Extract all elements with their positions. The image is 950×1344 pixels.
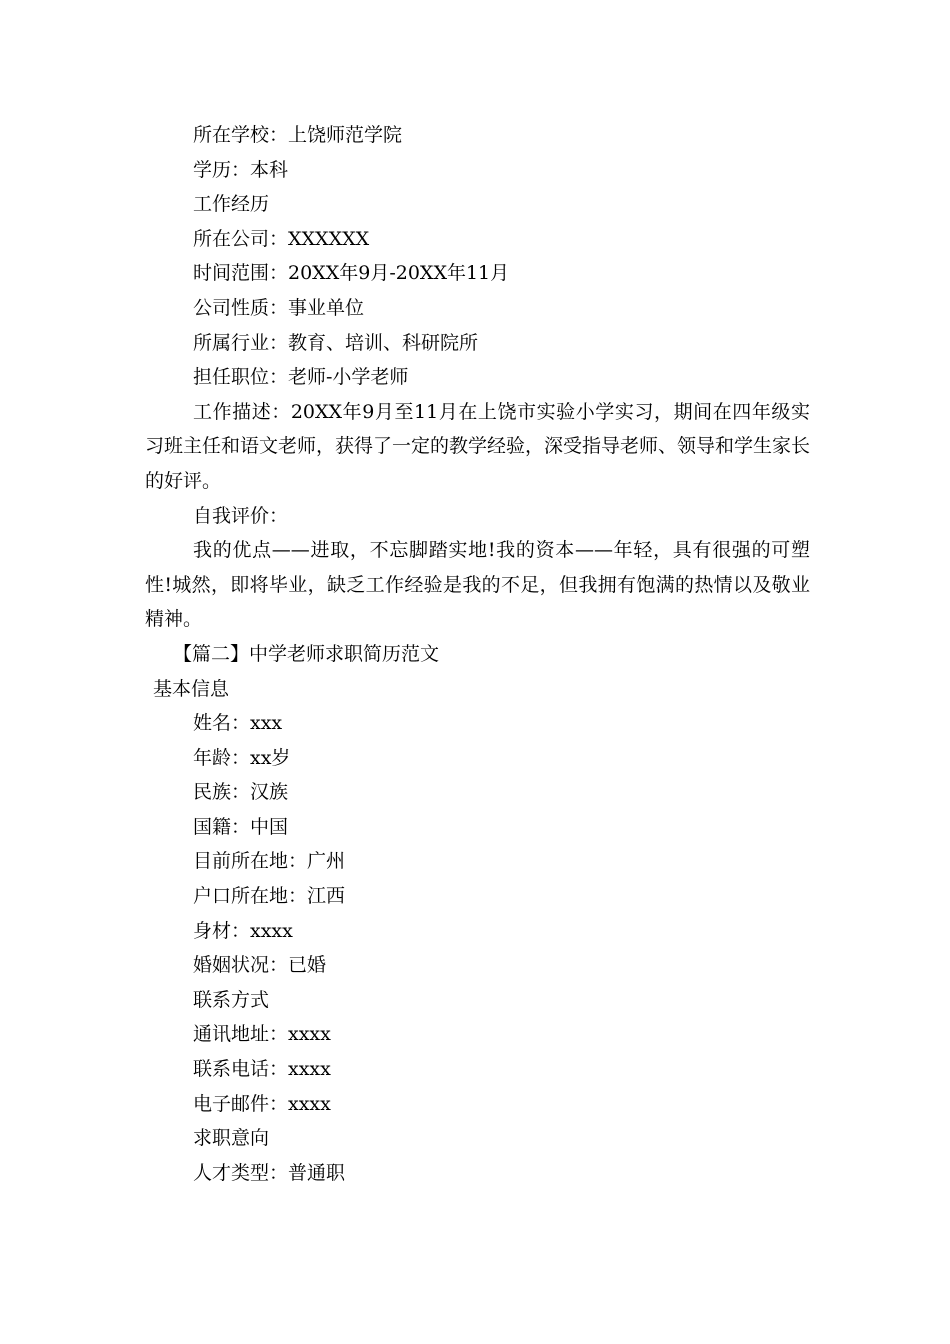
work-heading: 工作经历 [193, 193, 270, 216]
address-line: 通讯地址：xxxx [193, 1023, 331, 1046]
hukou-line: 户口所在地：江西 [193, 885, 346, 908]
height-line: 身材：xxxx [193, 919, 293, 942]
nationality-line: 国籍：中国 [193, 815, 289, 838]
contact-heading: 联系方式 [193, 988, 270, 1011]
basic-info-heading: 基本信息 [153, 677, 230, 700]
section-title: 【篇二】中学老师求职简历范文 [173, 642, 440, 665]
name-line: 姓名：xxx [193, 712, 283, 735]
phone-line: 联系电话：xxxx [193, 1058, 331, 1081]
company-line: 所在公司：XXXXXX [193, 227, 370, 250]
intent-heading: 求职意向 [193, 1127, 270, 1150]
location-line: 目前所在地：广州 [193, 850, 346, 873]
position-line: 担任职位：老师-小学老师 [193, 366, 409, 389]
marital-line: 婚姻状况：已婚 [193, 954, 327, 977]
school-line: 所在学校：上饶师范学院 [193, 124, 403, 146]
work-description-paragraph: 工作描述：20XX年9月至11月在上饶市实验小学实习，期间在四年级实习班主任和语文老师，获得了一定的教学经验，深受指导老师、领导和学生家长的好评。 [145, 400, 811, 492]
talent-type-line: 人才类型：普通职 [193, 1161, 346, 1184]
period-line: 时间范围：20XX年9月-20XX年11月 [193, 262, 510, 285]
ethnicity-line: 民族：汉族 [193, 781, 289, 804]
document-page [0, 118, 950, 1190]
self-eval-heading: 自我评价： [193, 504, 289, 527]
industry-line: 所属行业：教育、培训、科研院所 [193, 331, 479, 354]
email-line: 电子邮件：xxxx [193, 1092, 331, 1115]
company-type-line: 公司性质：事业单位 [193, 296, 365, 319]
degree-line: 学历：本科 [193, 158, 289, 181]
age-line: 年龄：xx岁 [193, 746, 291, 769]
self-eval-paragraph: 我的优点——进取，不忘脚踏实地!我的资本——年轻，具有很强的可塑性!城然，即将毕业，缺乏工作经验是我的不足，但我拥有饱满的热情以及敬业精神。 [145, 539, 810, 631]
